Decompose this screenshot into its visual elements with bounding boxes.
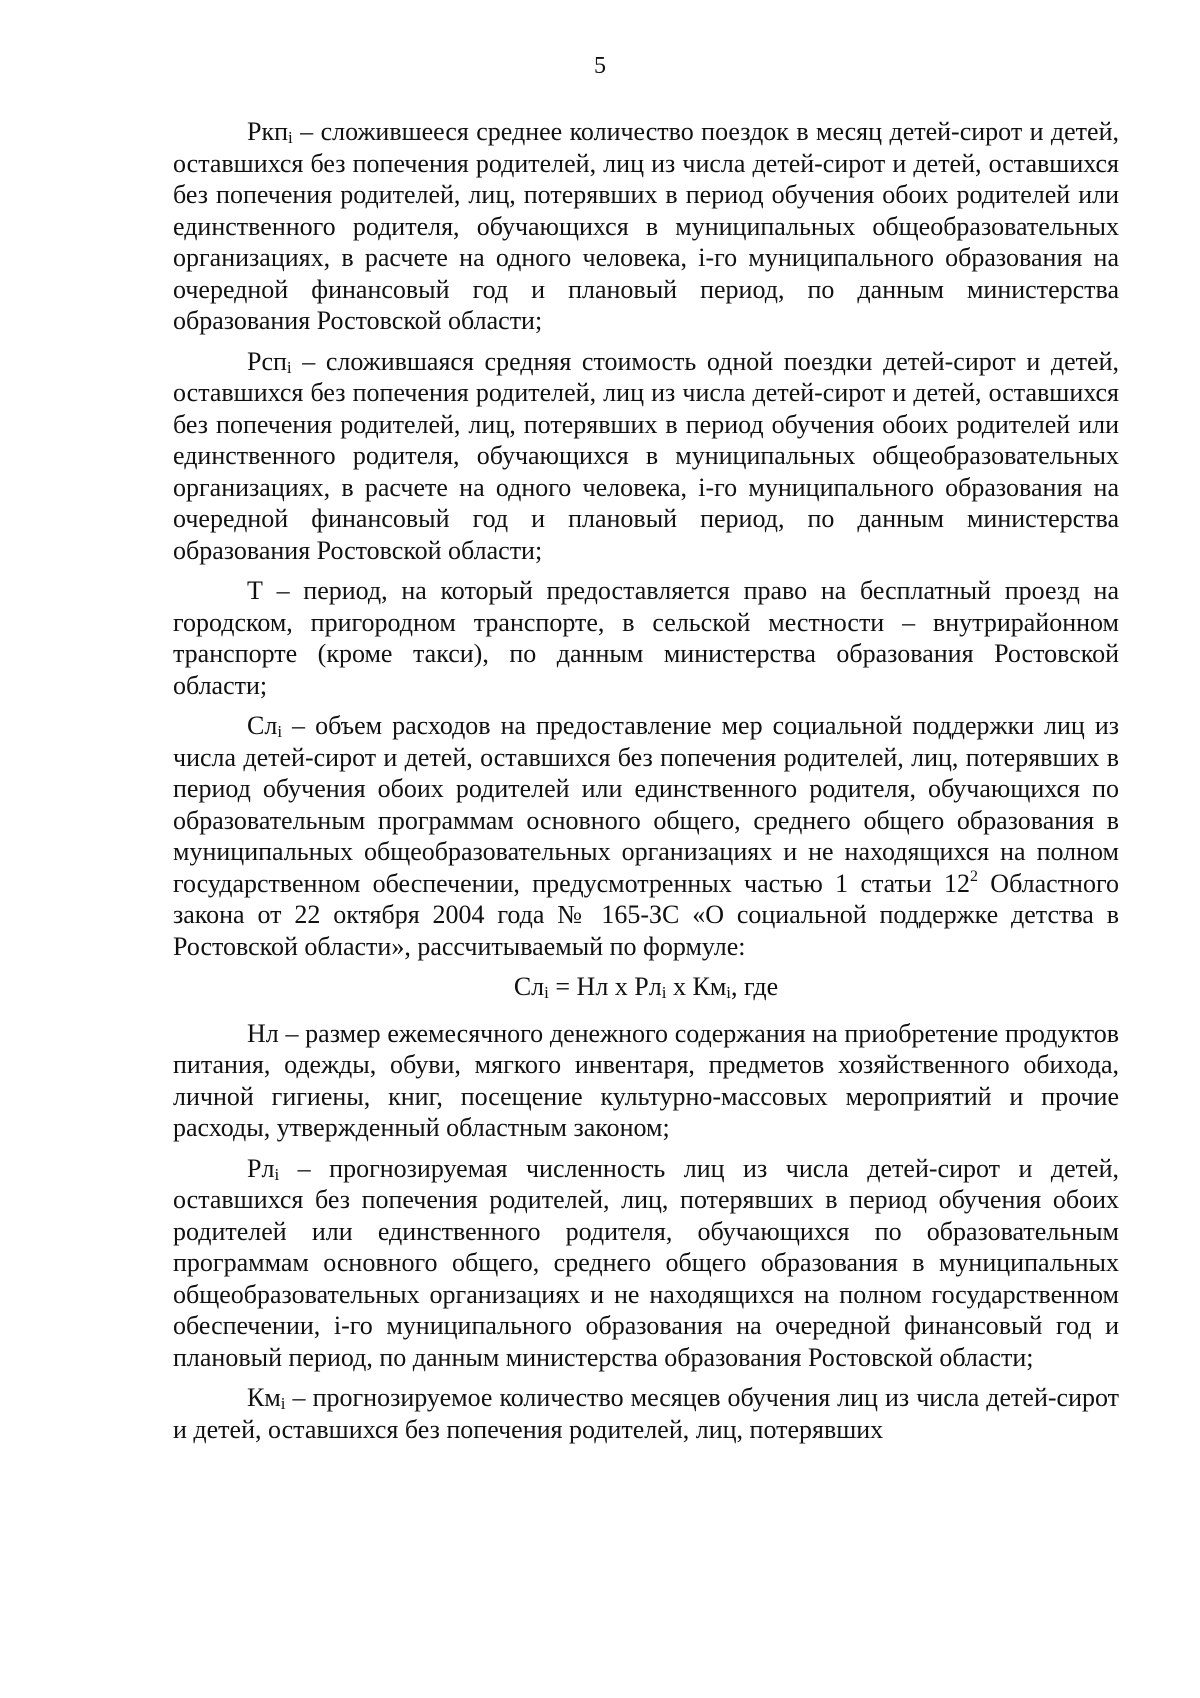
term-dash: – (291, 346, 326, 376)
term-dash: – (292, 117, 321, 146)
document-body (173, 116, 1119, 1454)
term-definition: Т – период, на который предоставляется право на бесплатный проезд на городском, пригородном транспорте, в сельской местности – внутрирайонном транспорте (кроме такси), по данным министерства образования Ростовской области; (173, 576, 1119, 700)
term-symbol: Сл (247, 711, 278, 740)
term-index: i (280, 1394, 286, 1413)
term-symbol: Рл (247, 1153, 275, 1183)
term-definition-continued: Областного закона от 22 октября 2004 года № 165-ЗС «О социальной поддержке детства в Ростовской области», рассчитываемый по формуле: (173, 868, 1119, 961)
term-definition: Нл – размер ежемесячного денежного содержания на приобретение продуктов питания, одежды, обуви, мягкого инвентаря, предметов хозяйственного обихода, личной гигиены, книг, посещение культурно-массовых мероприятий и прочие расходы, утвержденный областным законом; (173, 1018, 1119, 1142)
paragraph-km (173, 1382, 1119, 1445)
page-number: 5 (594, 53, 606, 79)
term-symbol: Км (247, 1383, 281, 1412)
term-index: i (288, 128, 293, 147)
paragraph-rl (173, 1153, 1119, 1374)
term-dash: – (279, 1153, 330, 1183)
term-symbol: Ркп (247, 117, 289, 146)
paragraph-nl (173, 1018, 1119, 1144)
paragraph-sl (173, 710, 1119, 962)
term-index: i (286, 357, 292, 377)
term-index: i (277, 722, 283, 741)
term-dash: – (285, 1383, 313, 1412)
term-index: i (274, 1164, 280, 1184)
paragraph-t (173, 575, 1119, 701)
term-definition: объем расходов на предоставление мер социальной поддержки лиц из числа детей-сирот и детей, оставшихся без попечения родителей, лиц, потерявших в период обучения обоих родителей или единственного родителя, обучающихся по образовательным программам основного общего, среднего общего образования в муниципальных общеобразовательных организациях и не находящихся на полном государственном обеспечении, предусмотренных частью 1 статьи 12 (173, 711, 1120, 898)
article-superscript: 2 (969, 867, 978, 885)
term-definition: сложившееся среднее количество поездок в месяц детей-сирот и детей, оставшихся без попечения родителей, лиц из числа детей-сирот и детей, оставшихся без попечения родителей, лиц, потерявших в период обучения обоих родителей или единственного родителя, обучающихся в муниципальных общеобразовательных организациях, в расчете на одного человека, i-го муниципального образования на очередной финансовый год и плановый период, по данным министерства образования Ростовской области; (173, 117, 1119, 335)
paragraph-rsp (173, 346, 1119, 567)
paragraph-rkp (173, 116, 1119, 337)
term-symbol: Рсп (247, 346, 287, 376)
formula: Слi = Нл х Рлi х Кмi, где (513, 972, 779, 1002)
term-definition: сложившаяся средняя стоимость одной поездки детей-сирот и детей, оставшихся без попечения родителей, лиц из числа детей-сирот и детей, оставшихся без попечения родителей, лиц, потерявших в период обучения обоих родителей или единственного родителя, обучающихся в муниципальных общеобразовательных организациях, в расчете на одного человека, i-го муниципального образования на очередной финансовый год и плановый период, по данным министерства образования Ростовской области; (173, 346, 1119, 565)
term-definition: прогнозируемая численность лиц из числа детей-сирот и детей, оставшихся без попечения родителей, лиц, потерявших в период обучения обоих родителей или единственного родителя, обучающихся по образовательным программам основного общего, среднего общего образования в муниципальных общеобразовательных организациях и не находящихся на полном государственном обеспечении, i-го муниципального образования на очередной финансовый год и плановый период, по данным министерства образования Ростовской области; (173, 1153, 1119, 1372)
term-definition: прогнозируемое количество месяцев обучения лиц из числа детей-сирот и детей, оставшихся без попечения родителей, лиц, потерявших (173, 1383, 1120, 1444)
term-dash: – (282, 711, 316, 740)
